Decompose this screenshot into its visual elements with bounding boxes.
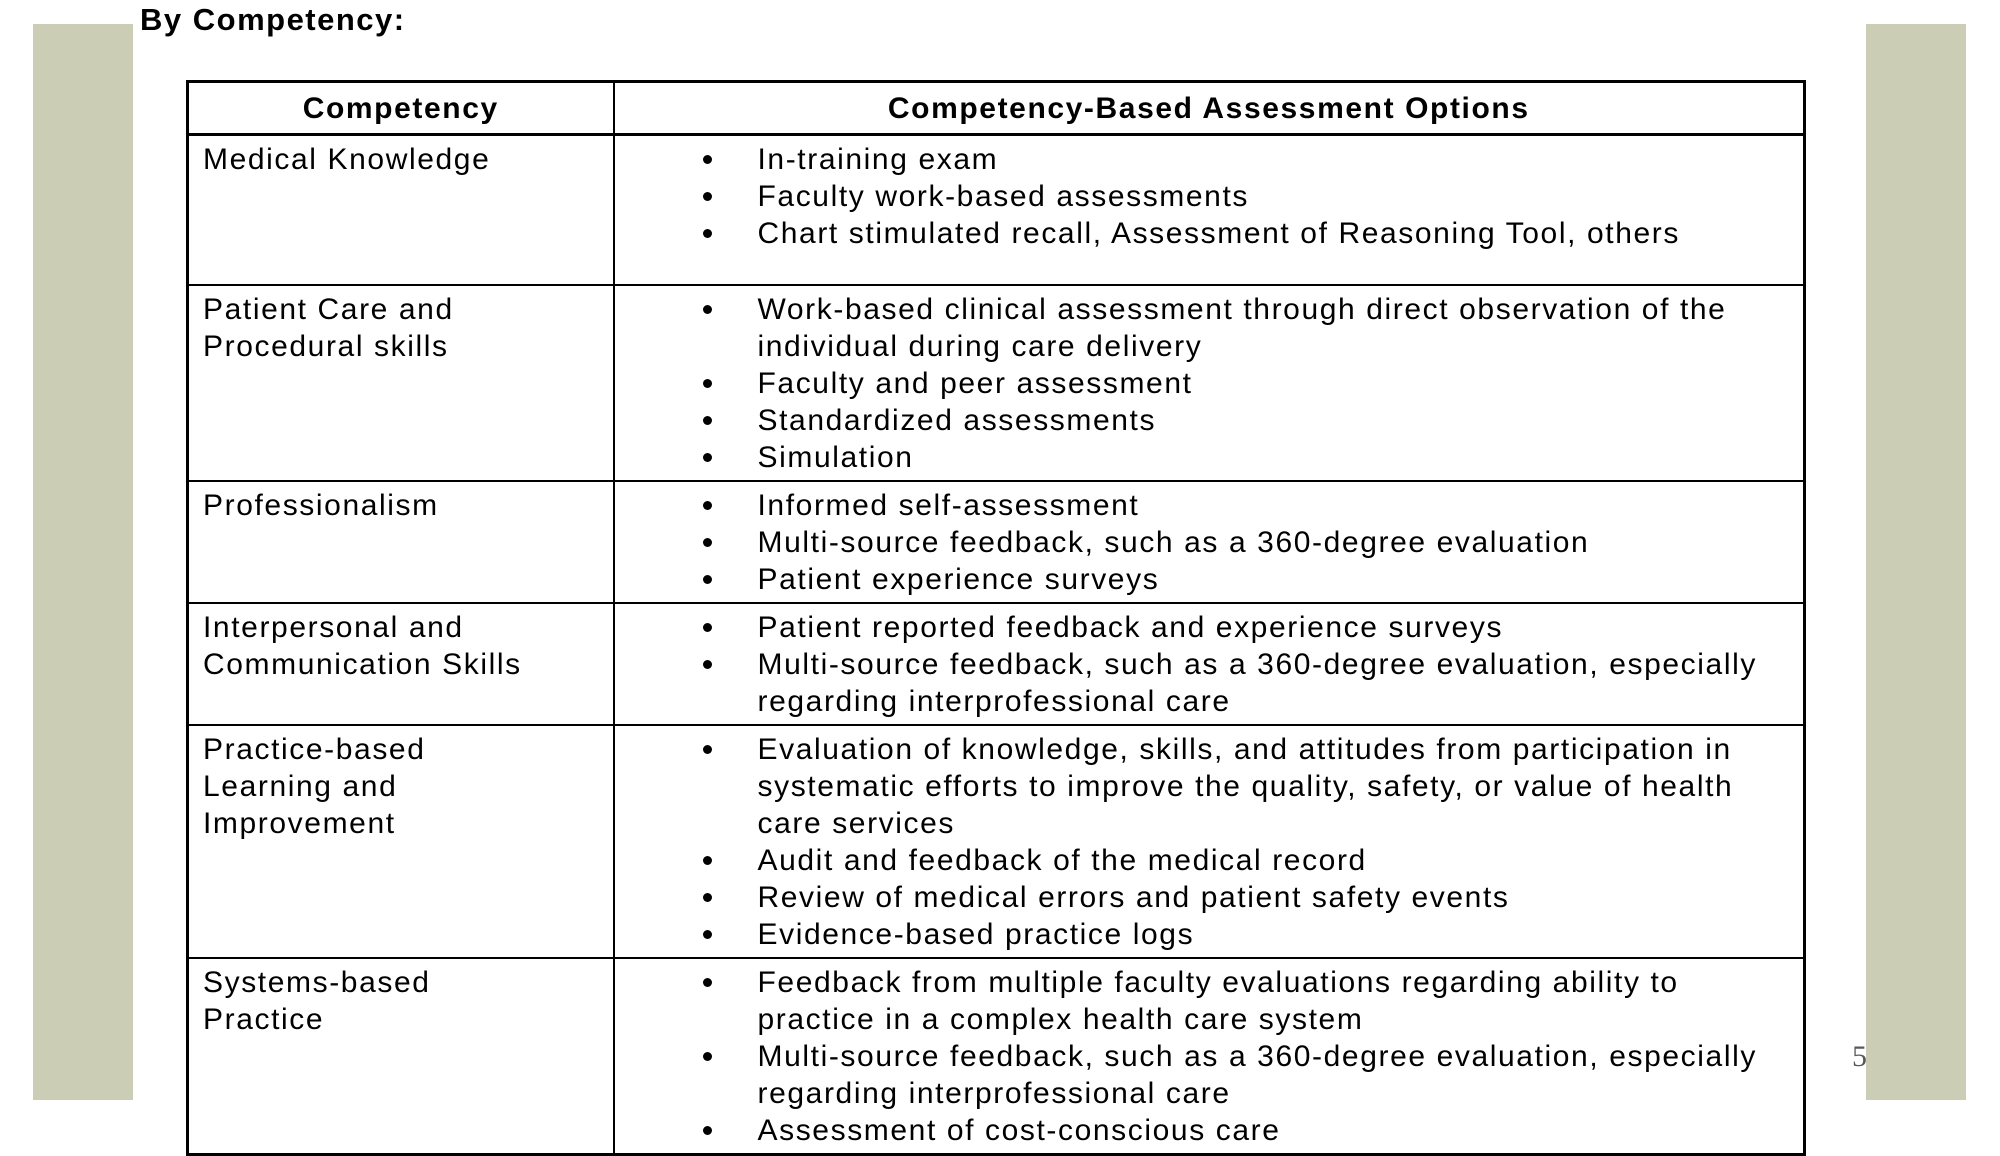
option-item: Informed self-assessment [615, 487, 1799, 524]
option-item: Audit and feedback of the medical record [615, 842, 1799, 879]
table-row [188, 958, 1805, 1155]
option-item: Patient experience surveys [615, 561, 1799, 598]
table-row [188, 481, 1805, 603]
competency-cell: Medical Knowledge [188, 135, 614, 285]
option-item: Assessment of cost-conscious care [615, 1112, 1799, 1149]
options-cell [614, 285, 1805, 481]
table-row [188, 135, 1805, 285]
competency-cell: Interpersonal and Communication Skills [188, 603, 614, 725]
options-cell [614, 603, 1805, 725]
options-list [615, 609, 1799, 720]
column-header-options: Competency-Based Assessment Options [614, 82, 1805, 135]
option-item: Simulation [615, 439, 1799, 476]
table-body [188, 135, 1805, 1155]
option-item: Faculty and peer assessment [615, 365, 1799, 402]
option-item: Feedback from multiple faculty evaluations regarding ability to practice in a complex health care system [615, 964, 1799, 1038]
options-cell [614, 725, 1805, 958]
options-cell [614, 481, 1805, 603]
option-item: Standardized assessments [615, 402, 1799, 439]
table-row [188, 285, 1805, 481]
option-item: Evaluation of knowledge, skills, and attitudes from participation in systematic efforts to improve the quality, safety, or value of health care services [615, 731, 1799, 842]
page-number: 5 [1852, 1040, 1867, 1073]
option-item: Multi-source feedback, such as a 360-degree evaluation, especially regarding interprofessional care [615, 646, 1799, 720]
competency-cell: Professionalism [188, 481, 614, 603]
page-title: By Competency: [140, 2, 406, 37]
option-item: In-training exam [615, 141, 1799, 178]
option-item: Work-based clinical assessment through direct observation of the individual during care delivery [615, 291, 1799, 365]
option-item: Review of medical errors and patient safety events [615, 879, 1799, 916]
options-cell [614, 958, 1805, 1155]
option-item: Chart stimulated recall, Assessment of Reasoning Tool, others [615, 215, 1799, 252]
table-header [188, 82, 1805, 135]
competency-cell: Practice-based Learning and Improvement [188, 725, 614, 958]
right-accent-bar [1866, 24, 1966, 1100]
options-list [615, 731, 1799, 953]
table-row [188, 725, 1805, 958]
options-cell [614, 135, 1805, 285]
option-item: Faculty work-based assessments [615, 178, 1799, 215]
option-item: Patient reported feedback and experience surveys [615, 609, 1799, 646]
table-row [188, 603, 1805, 725]
options-list [615, 964, 1799, 1149]
left-accent-bar [33, 24, 133, 1100]
option-item: Multi-source feedback, such as a 360-degree evaluation [615, 524, 1799, 561]
options-list [615, 487, 1799, 598]
competency-cell: Patient Care and Procedural skills [188, 285, 614, 481]
column-header-competency: Competency [188, 82, 614, 135]
header-row [188, 82, 1805, 135]
options-list [615, 141, 1799, 252]
option-item: Evidence-based practice logs [615, 916, 1799, 953]
option-item: Multi-source feedback, such as a 360-degree evaluation, especially regarding interprofessional care [615, 1038, 1799, 1112]
options-list [615, 291, 1799, 476]
competency-table [186, 80, 1806, 1156]
competency-cell: Systems-based Practice [188, 958, 614, 1155]
